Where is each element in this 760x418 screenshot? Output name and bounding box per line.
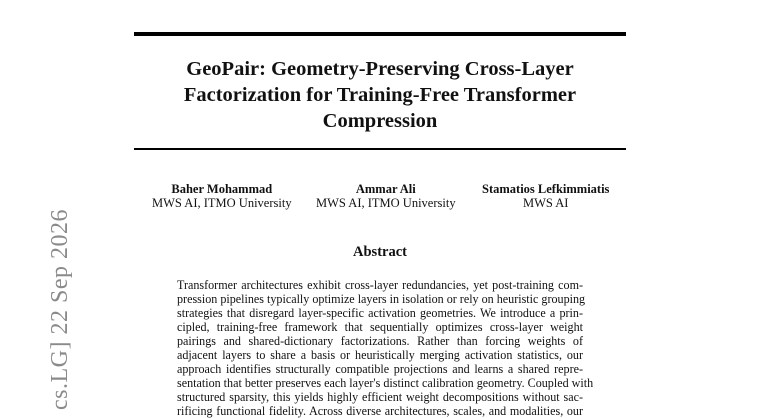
abstract-line: cipled, training-free framework that sequentially optimizes cross-layer weight — [177, 320, 583, 334]
author-block — [482, 182, 609, 210]
abstract-body — [177, 278, 594, 418]
title-line: GeoPair: Geometry-Preserving Cross-Layer — [186, 58, 574, 80]
abstract-line: structured sparsity, this yields highly efficient weight decompositions without sac- — [177, 390, 583, 404]
abstract-line: pression pipelines typically optimize layers in isolation or rely on heuristic grouping — [177, 292, 586, 306]
author-name: Stamatios Lefkimmiatis — [482, 182, 610, 196]
abstract-line: rificing functional fidelity. Across diverse architectures, scales, and modalities, our — [177, 404, 583, 418]
abstract-line: strategies that disregard layer-specific activation geometries. We introduce a prin- — [177, 306, 583, 320]
abstract-line: pairings and shared-dictionary factorizations. Rather than forcing weights of — [177, 334, 583, 348]
paper-title — [134, 56, 626, 134]
title-line: Factorization for Training-Free Transformer — [183, 84, 577, 106]
title-bottom-rule — [134, 148, 626, 150]
abstract-line: sentation that better preserves each layer's distinct calibration geometry. Coupled with — [177, 376, 594, 390]
abstract-heading: Abstract — [353, 244, 407, 260]
author-affiliation: MWS AI, ITMO University — [316, 196, 456, 210]
abstract-line: adjacent layers to share a basis or heuristically merging activation statistics, our — [177, 348, 583, 362]
arxiv-stamp: cs.LG] 22 Sep 2026 — [47, 209, 73, 410]
author-block — [152, 182, 292, 210]
abstract-line: approach identifies structurally compatible projections and learns a shared repre- — [177, 362, 583, 376]
author-block — [316, 182, 456, 210]
title-top-rule — [134, 32, 626, 36]
author-name: Baher Mohammad — [171, 182, 273, 196]
arxiv-sidebar — [0, 0, 73, 410]
author-name: Ammar Ali — [355, 182, 416, 196]
title-line: Compression — [322, 110, 438, 132]
author-affiliation: MWS AI — [522, 196, 569, 210]
author-affiliation: MWS AI, ITMO University — [152, 196, 292, 210]
abstract-line: Transformer architectures exhibit cross-layer redundancies, yet post-training com- — [177, 278, 583, 292]
